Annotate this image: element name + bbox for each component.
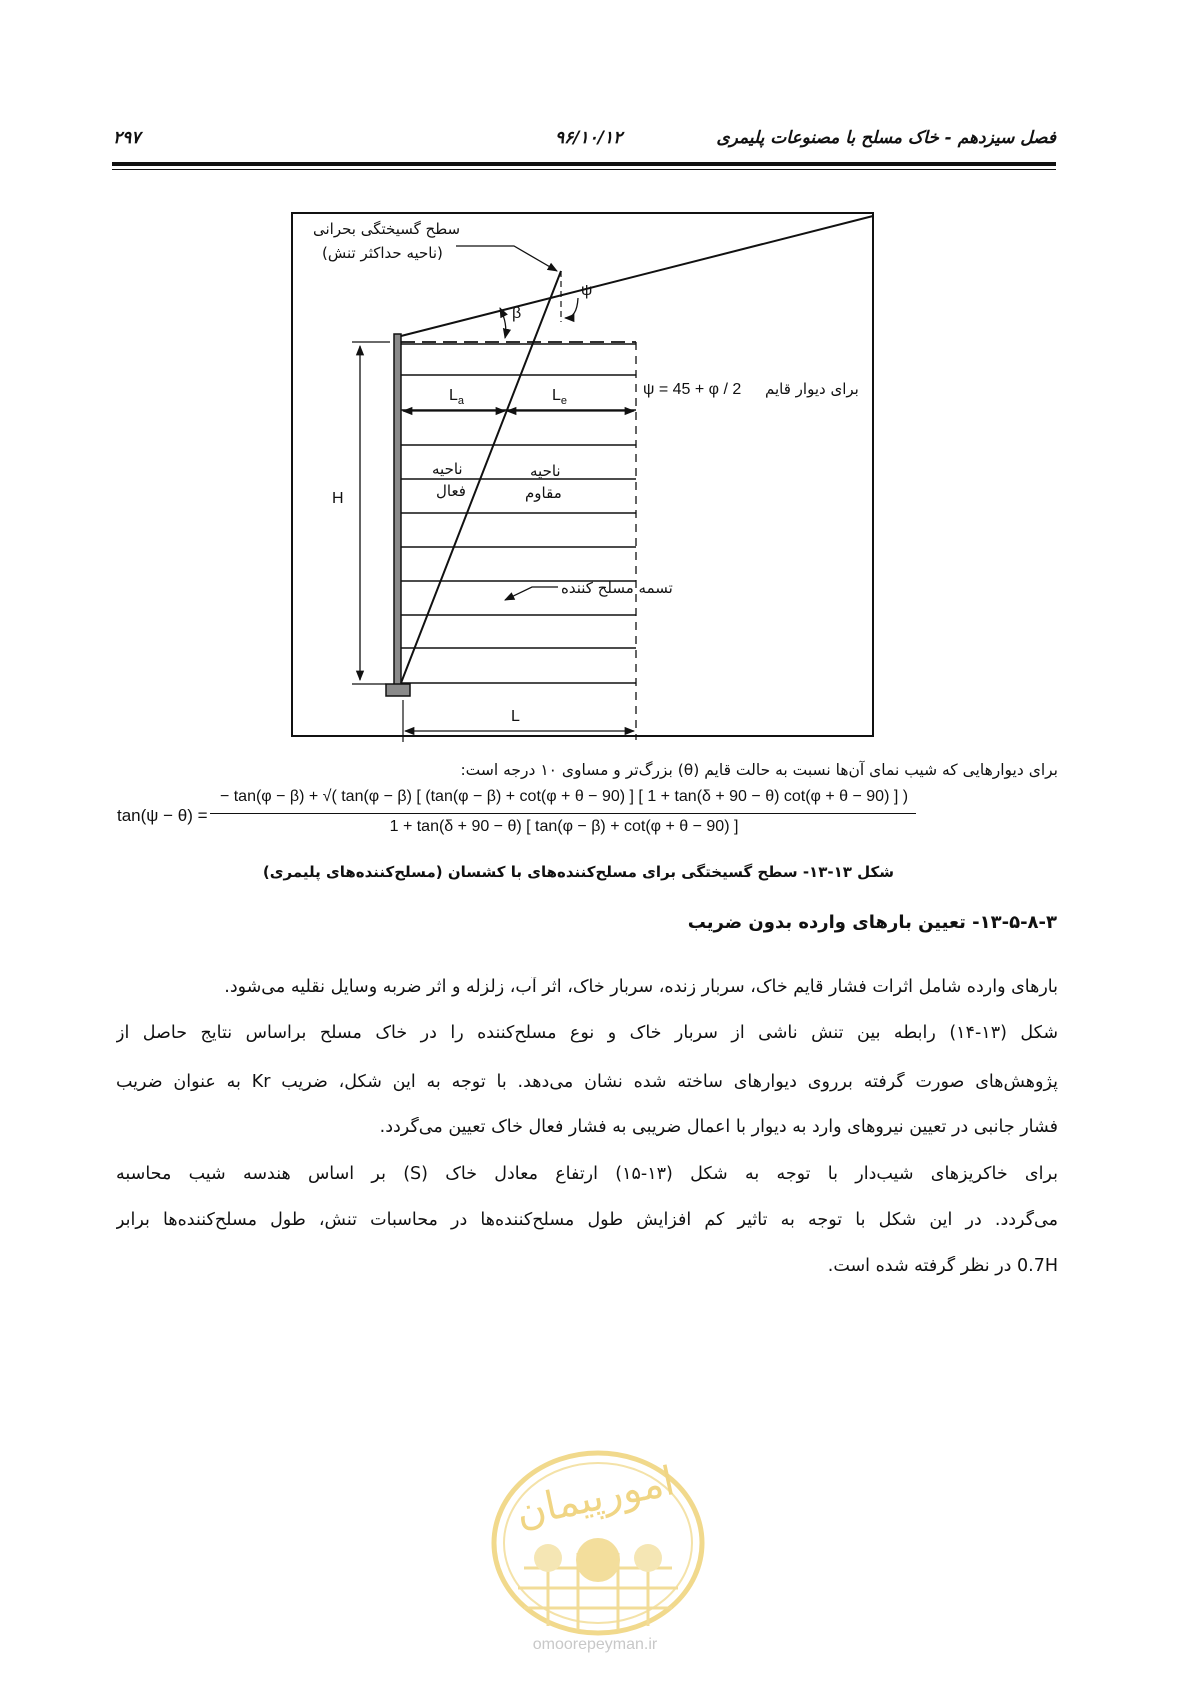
paragraph-line: برای خاکریزهای شیب‌دار با توجه به شکل (۱۳-۱۵) ارتفاع معادل خاک (S) بر اساس هندسه شیب محاسبه (116, 1164, 1058, 1184)
critical-surface-label-2: (ناحیه حداکثر تنش) (322, 244, 443, 262)
section-title: ۱۳-۵-۸-۳- تعیین بارهای وارده بدون ضریب (687, 912, 1057, 933)
h-label: H (332, 490, 344, 507)
chapter-title: فصل سیزدهم - خاک مسلح با مصنوعات پلیمری (716, 128, 1056, 148)
la-label: $L_a$ (449, 387, 465, 408)
psi-label: ψ (581, 282, 593, 299)
critical-surface-label-1: سطح گسیختگی بحرانی (313, 220, 461, 238)
critical-surface-pointer (456, 246, 557, 271)
active-zone-label-2: فعال (436, 482, 466, 500)
svg-text:امورپیمان: امورپیمان (512, 1458, 679, 1537)
psi-arc (565, 298, 578, 318)
beta-label: β (512, 305, 522, 322)
resistant-zone-label-2: مقاوم (525, 484, 562, 502)
active-zone-label-1: ناحیه (432, 460, 463, 478)
paragraph-line: 0.7H در نظر گرفته شده است. (827, 1256, 1058, 1276)
paragraph-line: شکل (۱۳-۱۴) رابطه بین تنش ناشی از سربار خاک و نوع مسلح‌کننده را در خاک مسلح براساس نتایج حاصل از (116, 1023, 1058, 1043)
paragraph-line: بارهای وارده شامل اثرات فشار قایم خاک، سربار زنده، سربار خاک، اثر آب، زلزله و اثر ضربه وسایل نقلیه می‌شود. (224, 977, 1058, 997)
reinforcement-label: تسمه مسلح کننده (561, 579, 673, 597)
formula-numerator: − tan(φ − β) + √( tan(φ − β) [ (tan(φ − β) + cot(φ + θ − 90) ] [ 1 + tan(δ + 90 − θ) cot(φ + θ − 90) ] ) (219, 788, 909, 805)
formula-denominator: 1 + tan(δ + 90 − θ) [ tan(φ − β) + cot(φ + θ − 90) ] (389, 818, 739, 835)
beta-arc (500, 308, 506, 338)
watermark-site: omoorepeyman.ir (532, 1636, 658, 1653)
formula-intro: برای دیوارهایی که شیب نمای آن‌ها نسبت به حالت قایم (θ) بزرگ‌تر و مساوی ۱۰ درجه است: (460, 761, 1058, 779)
l-label: L (511, 708, 520, 725)
le-label: $L_e$ (552, 387, 568, 408)
figure-caption: شکل ۱۳-۱۳- سطح گسیختگی برای مسلح‌کننده‌های با کشسان (مسلح‌کننده‌های پلیمری) (262, 863, 894, 881)
backfill-slope (401, 216, 873, 336)
psi-formula: ψ = 45 + φ / 2 (643, 381, 742, 398)
paragraph-line: می‌گردد. در این شکل با توجه به تاثیر کم افزایش طول مسلح‌کننده‌ها در محاسبات تنش، طول مسلح‌کننده‌ها برابر (116, 1210, 1058, 1230)
watermark-logo (488, 1448, 708, 1638)
header-date: ۹۶/۱۰/۱۲ (555, 128, 623, 148)
wall-facing (394, 334, 401, 686)
failure-surface-diagram (0, 0, 1190, 760)
vertical-wall-note: برای دیوار قایم (765, 380, 859, 398)
paragraph-line: فشار جانبی در تعیین نیروهای وارد به دیوار با اعمال ضریبی به فشار فعال خاک تعیین می‌گردد. (379, 1117, 1058, 1137)
wall-footing (386, 684, 410, 696)
reinforcement-layers (401, 344, 636, 683)
paragraph-line: پژوهش‌های صورت گرفته برروی دیوارهای ساخته شده نشان می‌دهد. با توجه به این شکل، ضریب Kr به عنوان ضریب (116, 1072, 1058, 1092)
resistant-zone-label-1: ناحیه (530, 462, 561, 480)
formula-lhs: tan(ψ − θ) = (117, 806, 208, 825)
reinforcement-pointer (505, 587, 558, 600)
page-number: ۲۹۷ (113, 128, 141, 148)
fraction-bar (210, 813, 916, 814)
